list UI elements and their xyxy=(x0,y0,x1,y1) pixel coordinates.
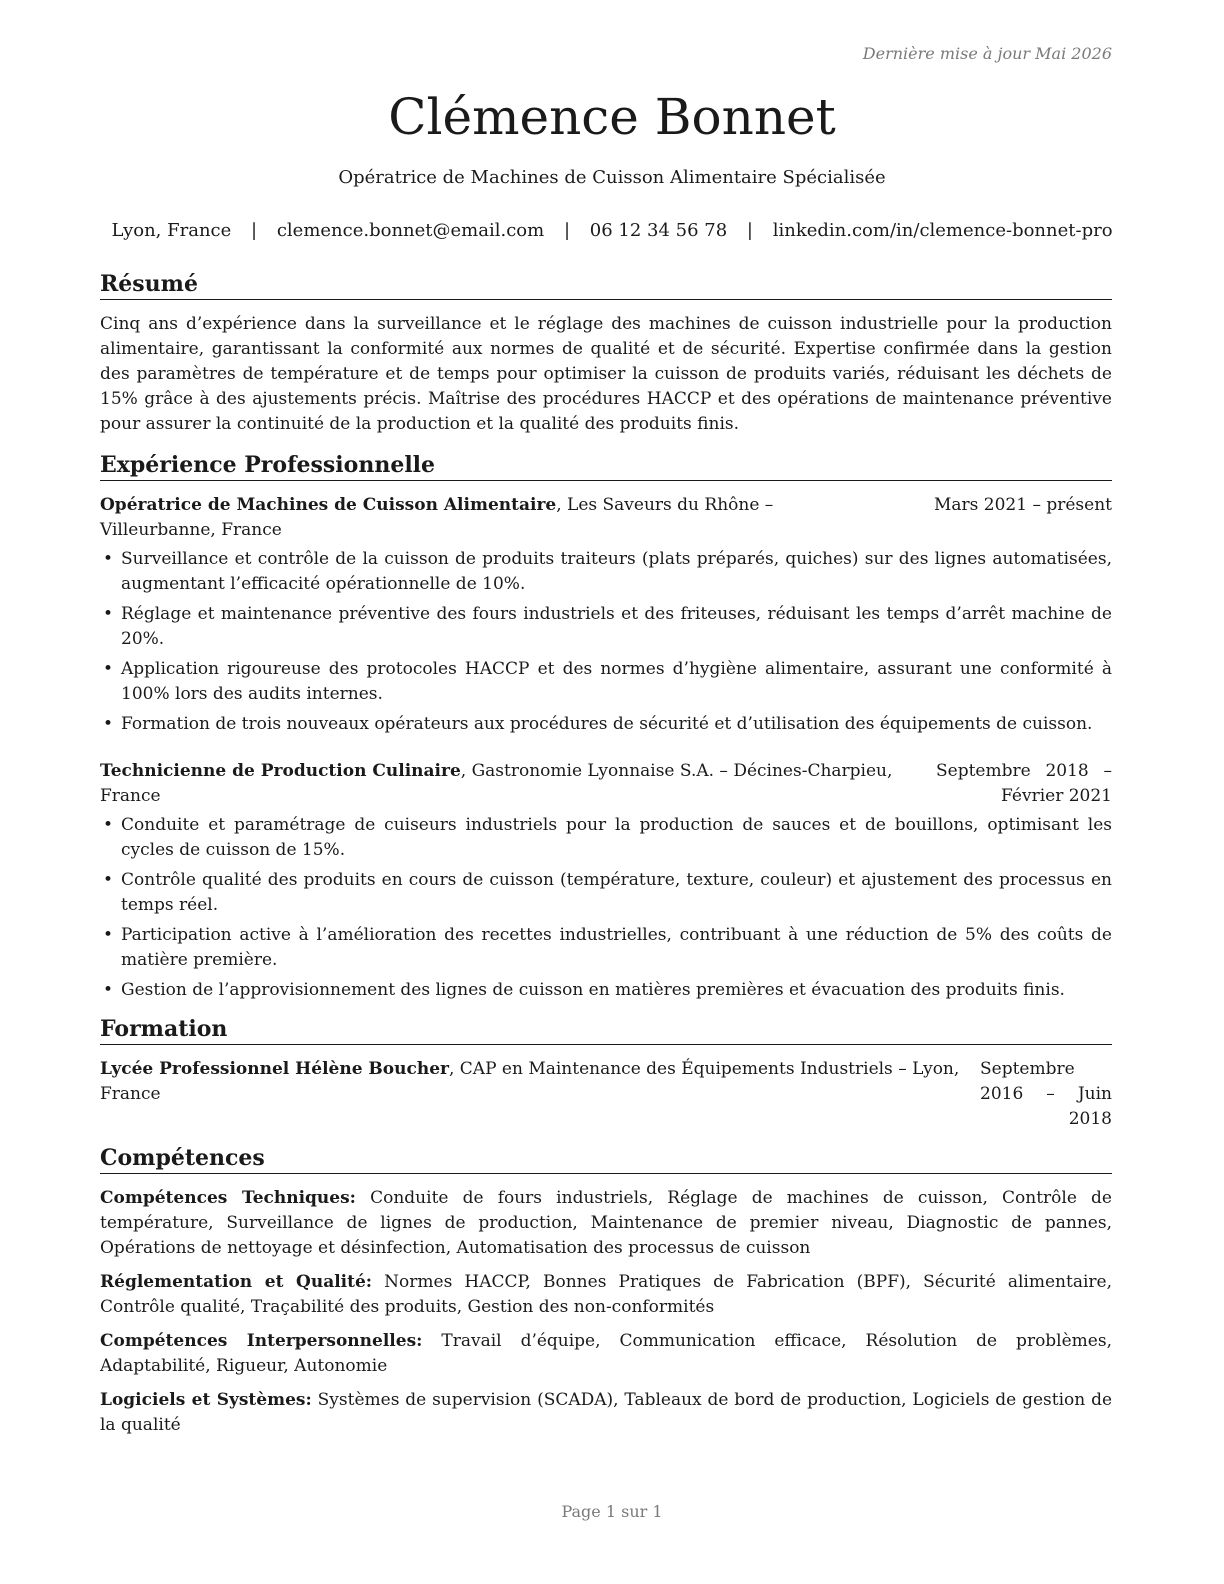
skill-group xyxy=(100,1270,1112,1320)
contact-separator: | xyxy=(563,220,571,241)
summary-heading: Résumé xyxy=(100,270,1112,300)
job-bullet-text: Formation de trois nouveaux opérateurs aux procédures de sécurité et d’utilisation des équipements de cuisson. xyxy=(121,714,1093,734)
job-bullet xyxy=(100,923,1112,973)
job-role-line xyxy=(100,759,936,809)
skill-group xyxy=(100,1388,1112,1438)
job-bullets xyxy=(100,813,1112,1003)
job-bullet-text: Surveillance et contrôle de la cuisson de produits traiteurs (plats préparés, quiches) sur des lignes automatisées, augmentant l’efficacité opérationnelle de 10%. xyxy=(121,549,1112,594)
education-heading: Formation xyxy=(100,1015,1112,1045)
job-bullet-text: Contrôle qualité des produits en cours de cuisson (température, texture, couleur) et ajustement des processus en temps réel. xyxy=(121,870,1112,915)
job-bullet-text: Participation active à l’amélioration des recettes industrielles, contribuant à une réduction de 5% des coûts de matière première. xyxy=(121,925,1112,970)
bullet-icon: • xyxy=(103,659,114,679)
job-entry xyxy=(100,759,1112,1003)
bullet-icon: • xyxy=(103,815,114,835)
skills-heading: Compétences xyxy=(100,1144,1112,1174)
candidate-name: Clémence Bonnet xyxy=(388,88,836,146)
job-bullet xyxy=(100,978,1112,1003)
job-entry xyxy=(100,493,1112,737)
job-bullet xyxy=(100,547,1112,597)
skill-label: Réglementation et Qualité: xyxy=(100,1272,373,1292)
skill-text: Conduite de fours industriels, Réglage de machines de cuisson, Contrôle de température, Surveillance de lignes de production, Maintenance de premier niveau, Diagnostic de pannes, Opérations de nettoyage et désinfection, Automatisation des processus de cuisson xyxy=(100,1188,1112,1258)
job-bullets xyxy=(100,547,1112,737)
education-entry xyxy=(100,1057,1112,1132)
job-role: Opératrice de Machines de Cuisson Alimentaire xyxy=(100,495,557,515)
contact-phone: 06 12 34 56 78 xyxy=(589,220,728,241)
job-role-line xyxy=(100,493,934,543)
bullet-icon: • xyxy=(103,925,114,945)
contact-linkedin[interactable]: linkedin.com/in/clemence-bonnet-pro xyxy=(772,220,1113,241)
job-bullet xyxy=(100,712,1112,737)
education-header xyxy=(100,1057,1112,1132)
bullet-icon: • xyxy=(103,714,114,734)
contact-email[interactable]: clemence.bonnet@email.com xyxy=(276,220,545,241)
skill-label: Logiciels et Systèmes: xyxy=(100,1390,312,1410)
education-details: , CAP en Maintenance des Équipements Industriels – Lyon, France xyxy=(100,1059,960,1104)
contact-line xyxy=(0,219,1224,243)
job-bullet xyxy=(100,602,1112,652)
job-header xyxy=(100,759,1112,809)
skill-group xyxy=(100,1186,1112,1261)
education-dates: Septembre 2016 – Juin 2018 xyxy=(980,1059,1112,1129)
job-bullet xyxy=(100,657,1112,707)
skill-text: Systèmes de supervision (SCADA), Tableaux de bord de production, Logiciels de gestion de la qualité xyxy=(100,1390,1113,1435)
job-bullet-text: Gestion de l’approvisionnement des lignes de cuisson en matières premières et évacuation des produits finis. xyxy=(121,980,1065,1000)
bullet-icon: • xyxy=(103,870,114,890)
contact-separator: | xyxy=(251,220,258,241)
education-line xyxy=(100,1057,980,1107)
job-company: , Gastronomie Lyonnaise S.A. – Décines-Charpieu, France xyxy=(100,761,893,806)
job-header xyxy=(100,493,1112,543)
job-role: Technicienne de Production Culinaire xyxy=(100,761,461,781)
skill-label: Compétences Interpersonnelles: xyxy=(100,1331,423,1351)
contact-location: Lyon, France xyxy=(111,220,232,241)
job-bullet xyxy=(100,813,1112,863)
resume-content xyxy=(100,270,1112,1447)
page-number: Page 1 sur 1 xyxy=(561,1502,663,1521)
job-bullet-text: Réglage et maintenance préventive des fours industriels et des friteuses, réduisant les temps d’arrêt machine de 20%. xyxy=(121,604,1112,649)
skill-group xyxy=(100,1329,1112,1379)
bullet-icon: • xyxy=(103,549,114,569)
job-bullet-text: Application rigoureuse des protocoles HACCP et des normes d’hygiène alimentaire, assurant une conformité à 100% lors des audits internes. xyxy=(121,659,1112,704)
skill-label: Compétences Techniques: xyxy=(100,1188,356,1208)
skill-text: Travail d’équipe, Communication efficace, Résolution de problèmes, Adaptabilité, Rigueur, Autonomie xyxy=(100,1331,1112,1376)
bullet-icon: • xyxy=(103,980,114,1000)
education-school: Lycée Professionnel Hélène Boucher xyxy=(100,1059,449,1079)
job-dates: Mars 2021 – présent xyxy=(933,495,1112,515)
contact-separator: | xyxy=(746,220,753,241)
bullet-icon: • xyxy=(103,604,114,624)
summary-text: Cinq ans d’expérience dans la surveillance et le réglage des machines de cuisson industrielle pour la production alimentaire, garantissant la conformité aux normes de qualité et de sécurité. Expertise confirmée dans la gestion des paramètres de température et de temps pour optimiser la cuisson de produits variés, réduisant les déchets de 15% grâce à des ajustements précis. Maîtrise des procédures HACCP et des opérations de maintenance préventive pour assurer la continuité de la production et la qualité des produits finis. xyxy=(100,314,1112,434)
job-bullet xyxy=(100,868,1112,918)
job-company: , Les Saveurs du Rhône – Villeurbanne, France xyxy=(100,495,774,540)
last-updated: Dernière mise à jour Mai 2026 xyxy=(862,44,1112,63)
job-title: Opératrice de Machines de Cuisson Alimentaire Spécialisée xyxy=(338,167,886,188)
job-bullet-text: Conduite et paramétrage de cuiseurs industriels pour la production de sauces et de bouillons, optimisant les cycles de cuisson de 15%. xyxy=(121,815,1112,860)
skill-text: Normes HACCP, Bonnes Pratiques de Fabrication (BPF), Sécurité alimentaire, Contrôle qualité, Traçabilité des produits, Gestion des non-conformités xyxy=(100,1272,1112,1317)
experience-heading: Expérience Professionnelle xyxy=(100,451,1112,481)
job-dates: Septembre 2018 – Février 2021 xyxy=(936,761,1112,806)
